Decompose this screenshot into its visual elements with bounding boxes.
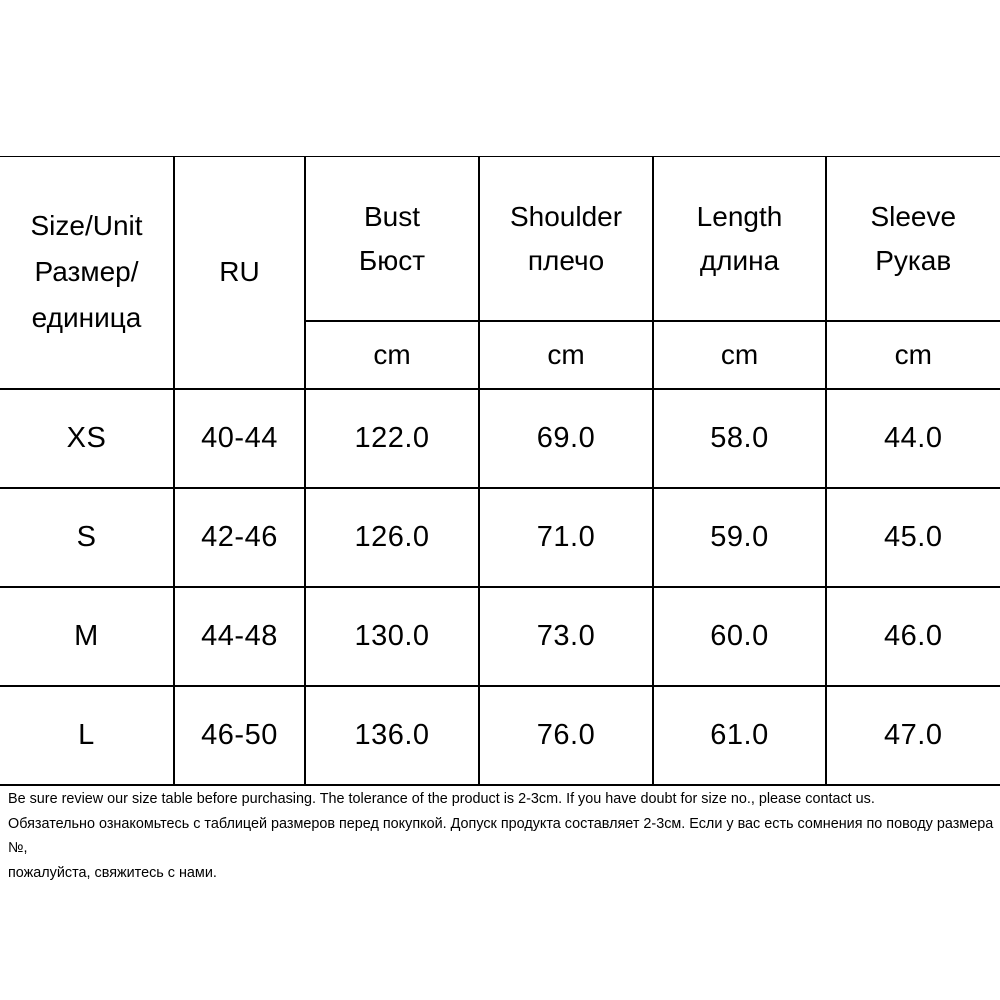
table-row (0, 686, 1000, 785)
cell-length: 58.0 (653, 389, 826, 488)
cell-bust: 122.0 (305, 389, 479, 488)
cell-shoulder: 73.0 (479, 587, 653, 686)
header-ru: RU (174, 157, 305, 389)
cell-sleeve: 46.0 (826, 587, 1000, 686)
size-notes (8, 787, 998, 885)
table-row (0, 488, 1000, 587)
note-russian-line-2: пожалуйста, свяжитесь с нами. (8, 864, 217, 881)
cell-shoulder: 69.0 (479, 389, 653, 488)
cell-ru: 40-44 (174, 389, 305, 488)
header-sleeve (826, 157, 1000, 322)
header-size-unit (0, 157, 174, 389)
cell-ru: 44-48 (174, 587, 305, 686)
cell-length: 61.0 (653, 686, 826, 785)
cell-shoulder: 71.0 (479, 488, 653, 587)
cell-length: 60.0 (653, 587, 826, 686)
cell-ru: 42-46 (174, 488, 305, 587)
header-length-ru: длина (699, 245, 780, 276)
cell-size: S (0, 488, 174, 587)
cell-size: L (0, 686, 174, 785)
note-russian-line-1: Обязательно ознакомьтесь с таблицей размеров перед покупкой. Допуск продукта составляет 2-3см. Если у вас есть сомнения по поводу размера №, (8, 815, 994, 856)
header-sleeve-en: Sleeve (870, 201, 957, 232)
header-bust-en: Bust (363, 201, 421, 232)
cell-ru: 46-50 (174, 686, 305, 785)
table-row (0, 389, 1000, 488)
note-english: Be sure review our size table before purchasing. The tolerance of the product is 2-3cm. If you have doubt for size no., please contact us. (8, 791, 875, 807)
cell-size: M (0, 587, 174, 686)
header-size-unit-ru-2: единица (31, 302, 142, 334)
header-size-unit-ru-1: Размер/ (34, 256, 139, 288)
unit-length: cm (653, 321, 826, 388)
header-shoulder-ru: плечо (527, 245, 605, 276)
table-header-row (0, 157, 1000, 322)
cell-bust: 130.0 (305, 587, 479, 686)
header-sleeve-ru: Рукав (875, 245, 952, 276)
header-length-en: Length (696, 201, 783, 232)
cell-bust: 126.0 (305, 488, 479, 587)
header-bust-ru: Бюст (358, 245, 426, 276)
cell-sleeve: 47.0 (826, 686, 1000, 785)
header-bust (305, 157, 479, 322)
cell-bust: 136.0 (305, 686, 479, 785)
header-size-unit-en: Size/Unit (30, 210, 143, 242)
header-shoulder-en: Shoulder (509, 201, 623, 232)
cell-sleeve: 45.0 (826, 488, 1000, 587)
header-length (653, 157, 826, 322)
table-row (0, 587, 1000, 686)
cell-size: XS (0, 389, 174, 488)
size-chart-table (0, 156, 1000, 786)
unit-bust: cm (305, 321, 479, 388)
cell-length: 59.0 (653, 488, 826, 587)
cell-sleeve: 44.0 (826, 389, 1000, 488)
unit-sleeve: cm (826, 321, 1000, 388)
unit-shoulder: cm (479, 321, 653, 388)
header-shoulder (479, 157, 653, 322)
cell-shoulder: 76.0 (479, 686, 653, 785)
